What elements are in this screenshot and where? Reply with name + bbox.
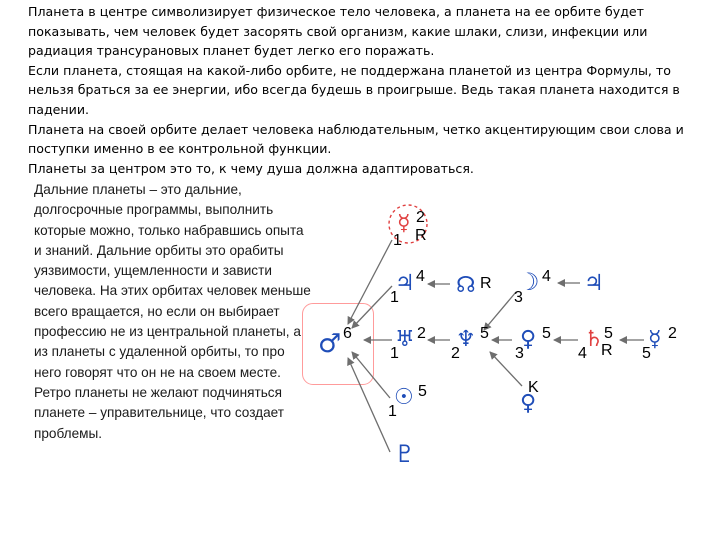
node-label: K (528, 379, 539, 396)
neptune-node (451, 325, 489, 362)
node-label: 5 (642, 345, 651, 362)
node-label: 5 (480, 325, 489, 342)
north-node-icon: ☊ (456, 273, 476, 298)
north-node-node (456, 273, 492, 298)
arrow-jupiter-to-mars (352, 286, 392, 328)
saturn-icon: ♄ (584, 327, 604, 352)
node-label: 2 (416, 209, 425, 226)
node-label: 1 (390, 289, 399, 306)
venus-node (515, 325, 551, 362)
mars-center-node (318, 325, 352, 359)
node-label: 4 (542, 268, 551, 285)
arrow-mercury-to-mars (348, 240, 392, 324)
node-label: 3 (515, 345, 524, 362)
node-label: 2 (668, 325, 677, 342)
neptune-icon: ♆ (456, 327, 476, 352)
node-label: 2 (451, 345, 460, 362)
jupiter-far-icon: ♃ (584, 271, 604, 296)
node-label: 5 (604, 325, 613, 342)
node-label: 5 (542, 325, 551, 342)
node-label: 4 (416, 268, 425, 285)
venus-icon: ♀ (520, 327, 537, 352)
node-label: R (480, 275, 492, 292)
node-label: R (601, 342, 613, 359)
mercury-top-node (393, 209, 427, 249)
intro-paragraph: Планеты за центром это то, к чему душа должна адаптироваться. (28, 160, 474, 176)
saturn-node (578, 325, 613, 362)
node-label: 1 (388, 403, 397, 420)
mercury-far-icon: ☿ (648, 327, 662, 352)
jupiter-node (390, 268, 425, 306)
mercury-far-node (642, 325, 677, 362)
node-label: 1 (393, 232, 402, 249)
sun-node (388, 383, 427, 420)
moon-icon: ☽ (518, 268, 540, 296)
side-paragraph: Дальние планеты – это дальние, долгосрочные программы, выполнить которые можно, только набравшись опыта и знаний. Дальние орбиты это орабиты уязвимости, ущемленности и зависти человека. На этих орбитах человек меньше всего вращается, но если он выбирает профессию не из центральной планеты, а из планеты с удаленной орбиты, то про него говорят что он не на своем месте. Ретро планеты не желают подчиняться планете – управительнице, что создает проблемы. (34, 182, 311, 441)
pluto-icon: ♇ (394, 440, 416, 468)
mercury-icon: ☿ (397, 211, 411, 236)
venus-bottom-icon: ♀ (520, 391, 537, 416)
intro-paragraph: Если планета, стоящая на какой-либо орбите, не поддержана планетой из центра Формулы, то нельзя браться за ее энергии, ибо всегда будешь в проигрыше. Ведь такая планета находится в падении. (28, 62, 680, 117)
sun-icon: ☉ (394, 385, 414, 410)
uranus-node (390, 325, 426, 362)
mars-icon: ♂ (318, 329, 342, 359)
moon-node (514, 268, 551, 306)
intro-paragraph: Планета на своей орбите делает человека наблюдательным, четко акцентирующим свои слова и поступки именно в ее контрольной функции. (28, 121, 684, 157)
jupiter-icon: ♃ (395, 271, 415, 296)
uranus-icon: ♅ (395, 327, 415, 352)
node-label: 6 (343, 325, 352, 342)
intro-paragraph: Планета в центре символизирует физическое тело человека, а планета на ее орбите будет показывать, чем человек будет засорять свой организм, какие шлаки, слизи, инфекции или радиация трансурановых планет будет легко его поражать. (28, 4, 648, 59)
node-label: 4 (578, 345, 587, 362)
pluto-node (394, 440, 416, 468)
arrow-sun-to-mars (352, 352, 390, 398)
node-label: R (415, 227, 427, 244)
node-label: 1 (390, 345, 399, 362)
node-label: 2 (417, 325, 426, 342)
node-label: 3 (514, 289, 523, 306)
jupiter-far-node (584, 271, 604, 296)
node-label: 5 (418, 383, 427, 400)
venus-bottom-node (520, 379, 539, 416)
